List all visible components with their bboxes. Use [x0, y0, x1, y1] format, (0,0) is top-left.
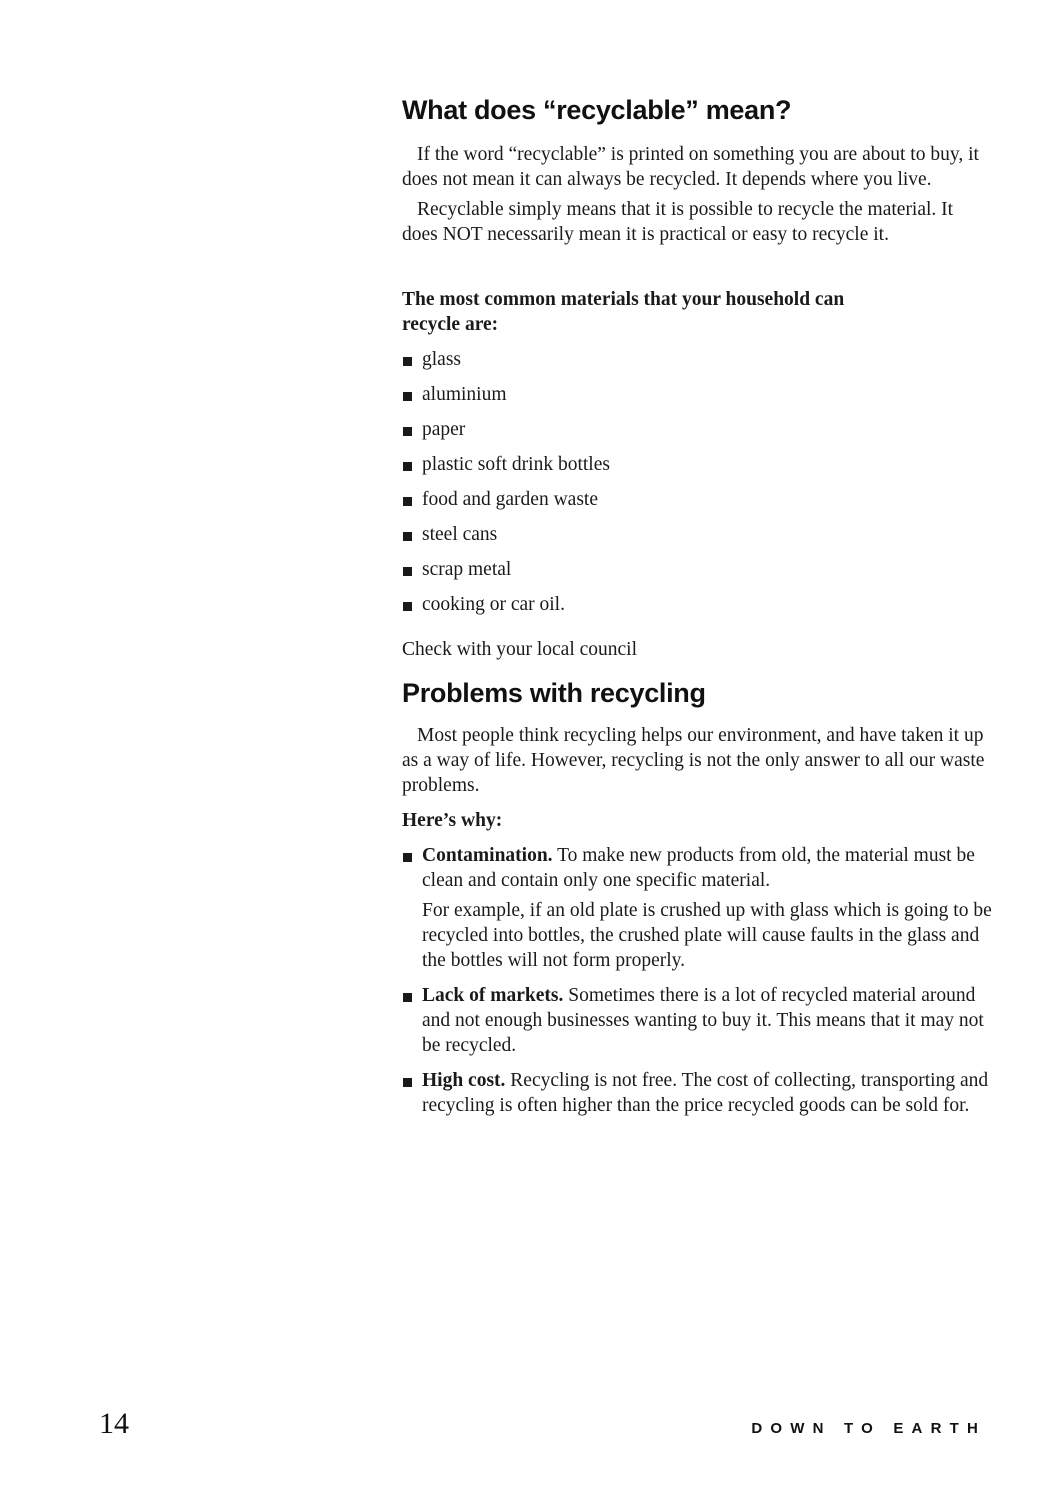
square-bullet-icon [403, 357, 412, 366]
list-item: cooking or car oil. [402, 592, 992, 627]
publication-title: DOWN TO EARTH [751, 1420, 986, 1437]
reasons-list [402, 843, 992, 1118]
reason-example: For example, if an old plate is crushed up with glass which is going to be recycled into bottles, the crushed plate will cause faults in the glass and the bottles will not form properly. [422, 900, 992, 971]
reason-title: Lack of markets. [422, 985, 564, 1006]
council-note: Check with your local council [402, 639, 638, 660]
square-bullet-icon [403, 1078, 412, 1087]
list-item: food and garden waste [402, 487, 992, 522]
square-bullet-icon [403, 462, 412, 471]
square-bullet-icon [403, 567, 412, 576]
section-heading-problems: Problems with recycling [402, 678, 706, 708]
reason-contamination [402, 843, 992, 973]
paragraph-recyclable-2: Recyclable simply means that it is possible to recycle the material. It does NOT necessarily mean it is practical or easy to recycle it. [402, 199, 954, 245]
reason-lack-of-markets [402, 983, 992, 1058]
reason-title: Contamination. [422, 845, 553, 866]
reason-text: Recycling is not free. The cost of collecting, transporting and recycling is often higher than the price recycled goods can be sold for. [422, 1070, 989, 1116]
reason-text: Sometimes there is a lot of recycled material around and not enough businesses wanting to buy it. This means that it may not be recycled. [422, 985, 984, 1056]
materials-intro: The most common materials that your household can recycle are: [402, 289, 845, 335]
paragraph-recyclable-1: If the word “recyclable” is printed on something you are about to buy, it does not mean it can always be recycled. It depends where you live. [402, 144, 979, 190]
square-bullet-icon [403, 497, 412, 506]
square-bullet-icon [403, 602, 412, 611]
page-number: 14 [99, 1407, 129, 1440]
reason-title: High cost. [422, 1070, 506, 1091]
section-heading-recyclable: What does “recyclable” mean? [402, 95, 792, 125]
reason-text: To make new products from old, the material must be clean and contain only one specific material. [422, 845, 975, 891]
list-item: plastic soft drink bottles [402, 452, 992, 487]
square-bullet-icon [403, 993, 412, 1002]
why-label: Here’s why: [402, 810, 503, 831]
square-bullet-icon [403, 427, 412, 436]
paragraph-problems-1: Most people think recycling helps our environment, and have taken it up as a way of life. However, recycling is not the only answer to all our waste problems. [402, 725, 985, 796]
list-item: steel cans [402, 522, 992, 557]
square-bullet-icon [403, 532, 412, 541]
list-item: paper [402, 417, 992, 452]
list-item: aluminium [402, 382, 992, 417]
square-bullet-icon [403, 853, 412, 862]
materials-list [402, 347, 992, 627]
square-bullet-icon [403, 392, 412, 401]
reason-high-cost [402, 1068, 992, 1118]
main-column [402, 90, 992, 1128]
list-item: glass [402, 347, 992, 382]
list-item: scrap metal [402, 557, 992, 592]
